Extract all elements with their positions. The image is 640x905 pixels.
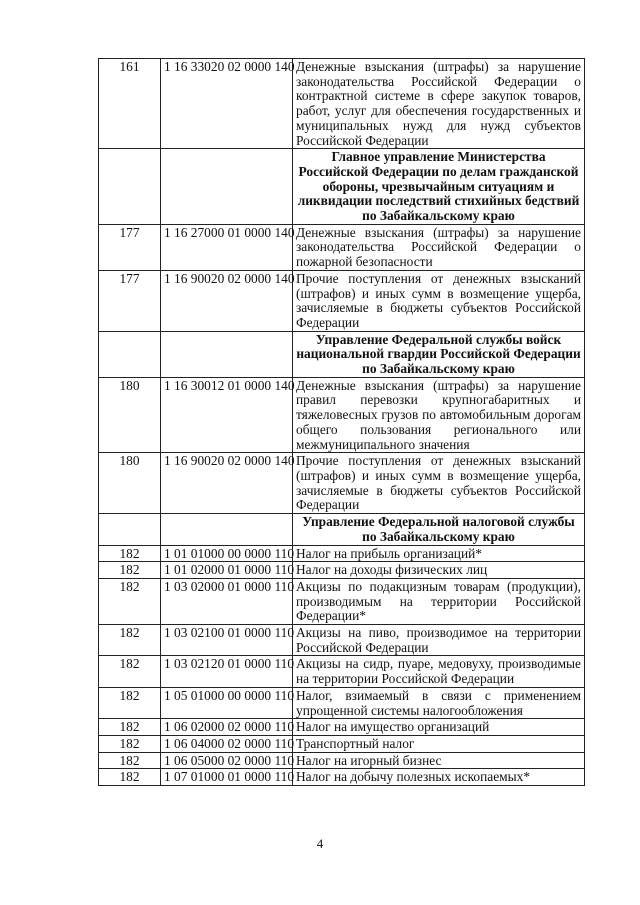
budget-code-cell: 1 03 02120 01 0000 110 [161,656,293,687]
budget-code-cell: 1 03 02000 01 0000 110 [161,578,293,624]
admin-code-cell: 177 [99,224,161,270]
section-title: Главное управление Министерства Российской Федерации по делам гражданской обороны, чрезвычайным ситуациям и ликвидации последствий стихийных бедствий по Забайкальскому краю [293,149,585,225]
admin-code-cell: 180 [99,453,161,514]
admin-code-cell: 182 [99,687,161,718]
section-title: Управление Федеральной службы войск национальной гвардии Российской Федерации по Забайкальскому краю [293,331,585,377]
admin-code-cell: 180 [99,377,161,453]
table-row [99,625,585,656]
admin-code-cell: 161 [99,59,161,149]
budget-code-cell: 1 03 02100 01 0000 110 [161,625,293,656]
section-header-row [99,514,585,545]
empty-cell [161,514,293,545]
revenue-codes-table [98,58,585,786]
admin-code-cell: 177 [99,270,161,331]
admin-code-cell: 182 [99,719,161,736]
admin-code-cell: 182 [99,752,161,769]
budget-code-cell: 1 16 30012 01 0000 140 [161,377,293,453]
admin-code-cell: 182 [99,656,161,687]
budget-code-cell: 1 16 90020 02 0000 140 [161,453,293,514]
empty-cell [99,331,161,377]
table-row [99,59,585,149]
table-row [99,687,585,718]
table-row [99,735,585,752]
description-cell: Налог, взимаемый в связи с применением упрощенной системы налогообложения [293,687,585,718]
admin-code-cell: 182 [99,578,161,624]
admin-code-cell: 182 [99,625,161,656]
budget-code-cell: 1 05 01000 00 0000 110 [161,687,293,718]
table-row [99,719,585,736]
table-row [99,769,585,786]
table-row [99,752,585,769]
description-cell: Прочие поступления от денежных взысканий (штрафов) и иных сумм в возмещение ущерба, зачисляемые в бюджеты субъектов Российской Федерации [293,453,585,514]
table-row [99,270,585,331]
budget-code-cell: 1 07 01000 01 0000 110 [161,769,293,786]
description-cell: Налог на прибыль организаций* [293,545,585,562]
budget-code-cell: 1 01 01000 00 0000 110 [161,545,293,562]
budget-code-cell: 1 06 02000 02 0000 110 [161,719,293,736]
admin-code-cell: 182 [99,769,161,786]
admin-code-cell: 182 [99,545,161,562]
page-number: 4 [316,836,324,851]
budget-code-cell: 1 01 02000 01 0000 110 [161,562,293,579]
table-row [99,545,585,562]
section-header-row [99,149,585,225]
table-row [99,656,585,687]
description-cell: Денежные взыскания (штрафы) за нарушение законодательства Российской Федерации о пожарной безопасности [293,224,585,270]
budget-code-cell: 1 16 27000 01 0000 140 [161,224,293,270]
table-row [99,453,585,514]
admin-code-cell: 182 [99,562,161,579]
empty-cell [99,149,161,225]
empty-cell [99,514,161,545]
section-header-row [99,331,585,377]
description-cell: Налог на имущество организаций [293,719,585,736]
table-row [99,377,585,453]
description-cell: Акцизы на сидр, пуаре, медовуху, производимые на территории Российской Федерации [293,656,585,687]
description-cell: Акцизы на пиво, производимое на территории Российской Федерации [293,625,585,656]
budget-code-cell: 1 06 04000 02 0000 110 [161,735,293,752]
description-cell: Транспортный налог [293,735,585,752]
description-cell: Денежные взыскания (штрафы) за нарушение законодательства Российской Федерации о контрактной системе в сфере закупок товаров, работ, услуг для обеспечения государственных и муниципальных нужд для нужд субъектов Российской Федерации [293,59,585,149]
description-cell: Налог на доходы физических лиц [293,562,585,579]
section-title: Управление Федеральной налоговой службы по Забайкальскому краю [293,514,585,545]
table-row [99,562,585,579]
budget-code-cell: 1 16 90020 02 0000 140 [161,270,293,331]
description-cell: Акцизы по подакцизным товарам (продукции), производимым на территории Российской Федерации* [293,578,585,624]
table-body [99,59,585,786]
budget-code-cell: 1 16 33020 02 0000 140 [161,59,293,149]
description-cell: Налог на добычу полезных ископаемых* [293,769,585,786]
empty-cell [161,331,293,377]
table-row [99,224,585,270]
table-row [99,578,585,624]
budget-code-cell: 1 06 05000 02 0000 110 [161,752,293,769]
description-cell: Прочие поступления от денежных взысканий (штрафов) и иных сумм в возмещение ущерба, зачисляемые в бюджеты субъектов Российской Федерации [293,270,585,331]
description-cell: Денежные взыскания (штрафы) за нарушение правил перевозки крупногабаритных и тяжеловесных грузов по автомобильным дорогам общего пользования регионального или межмуниципального значения [293,377,585,453]
empty-cell [161,149,293,225]
description-cell: Налог на игорный бизнес [293,752,585,769]
admin-code-cell: 182 [99,735,161,752]
